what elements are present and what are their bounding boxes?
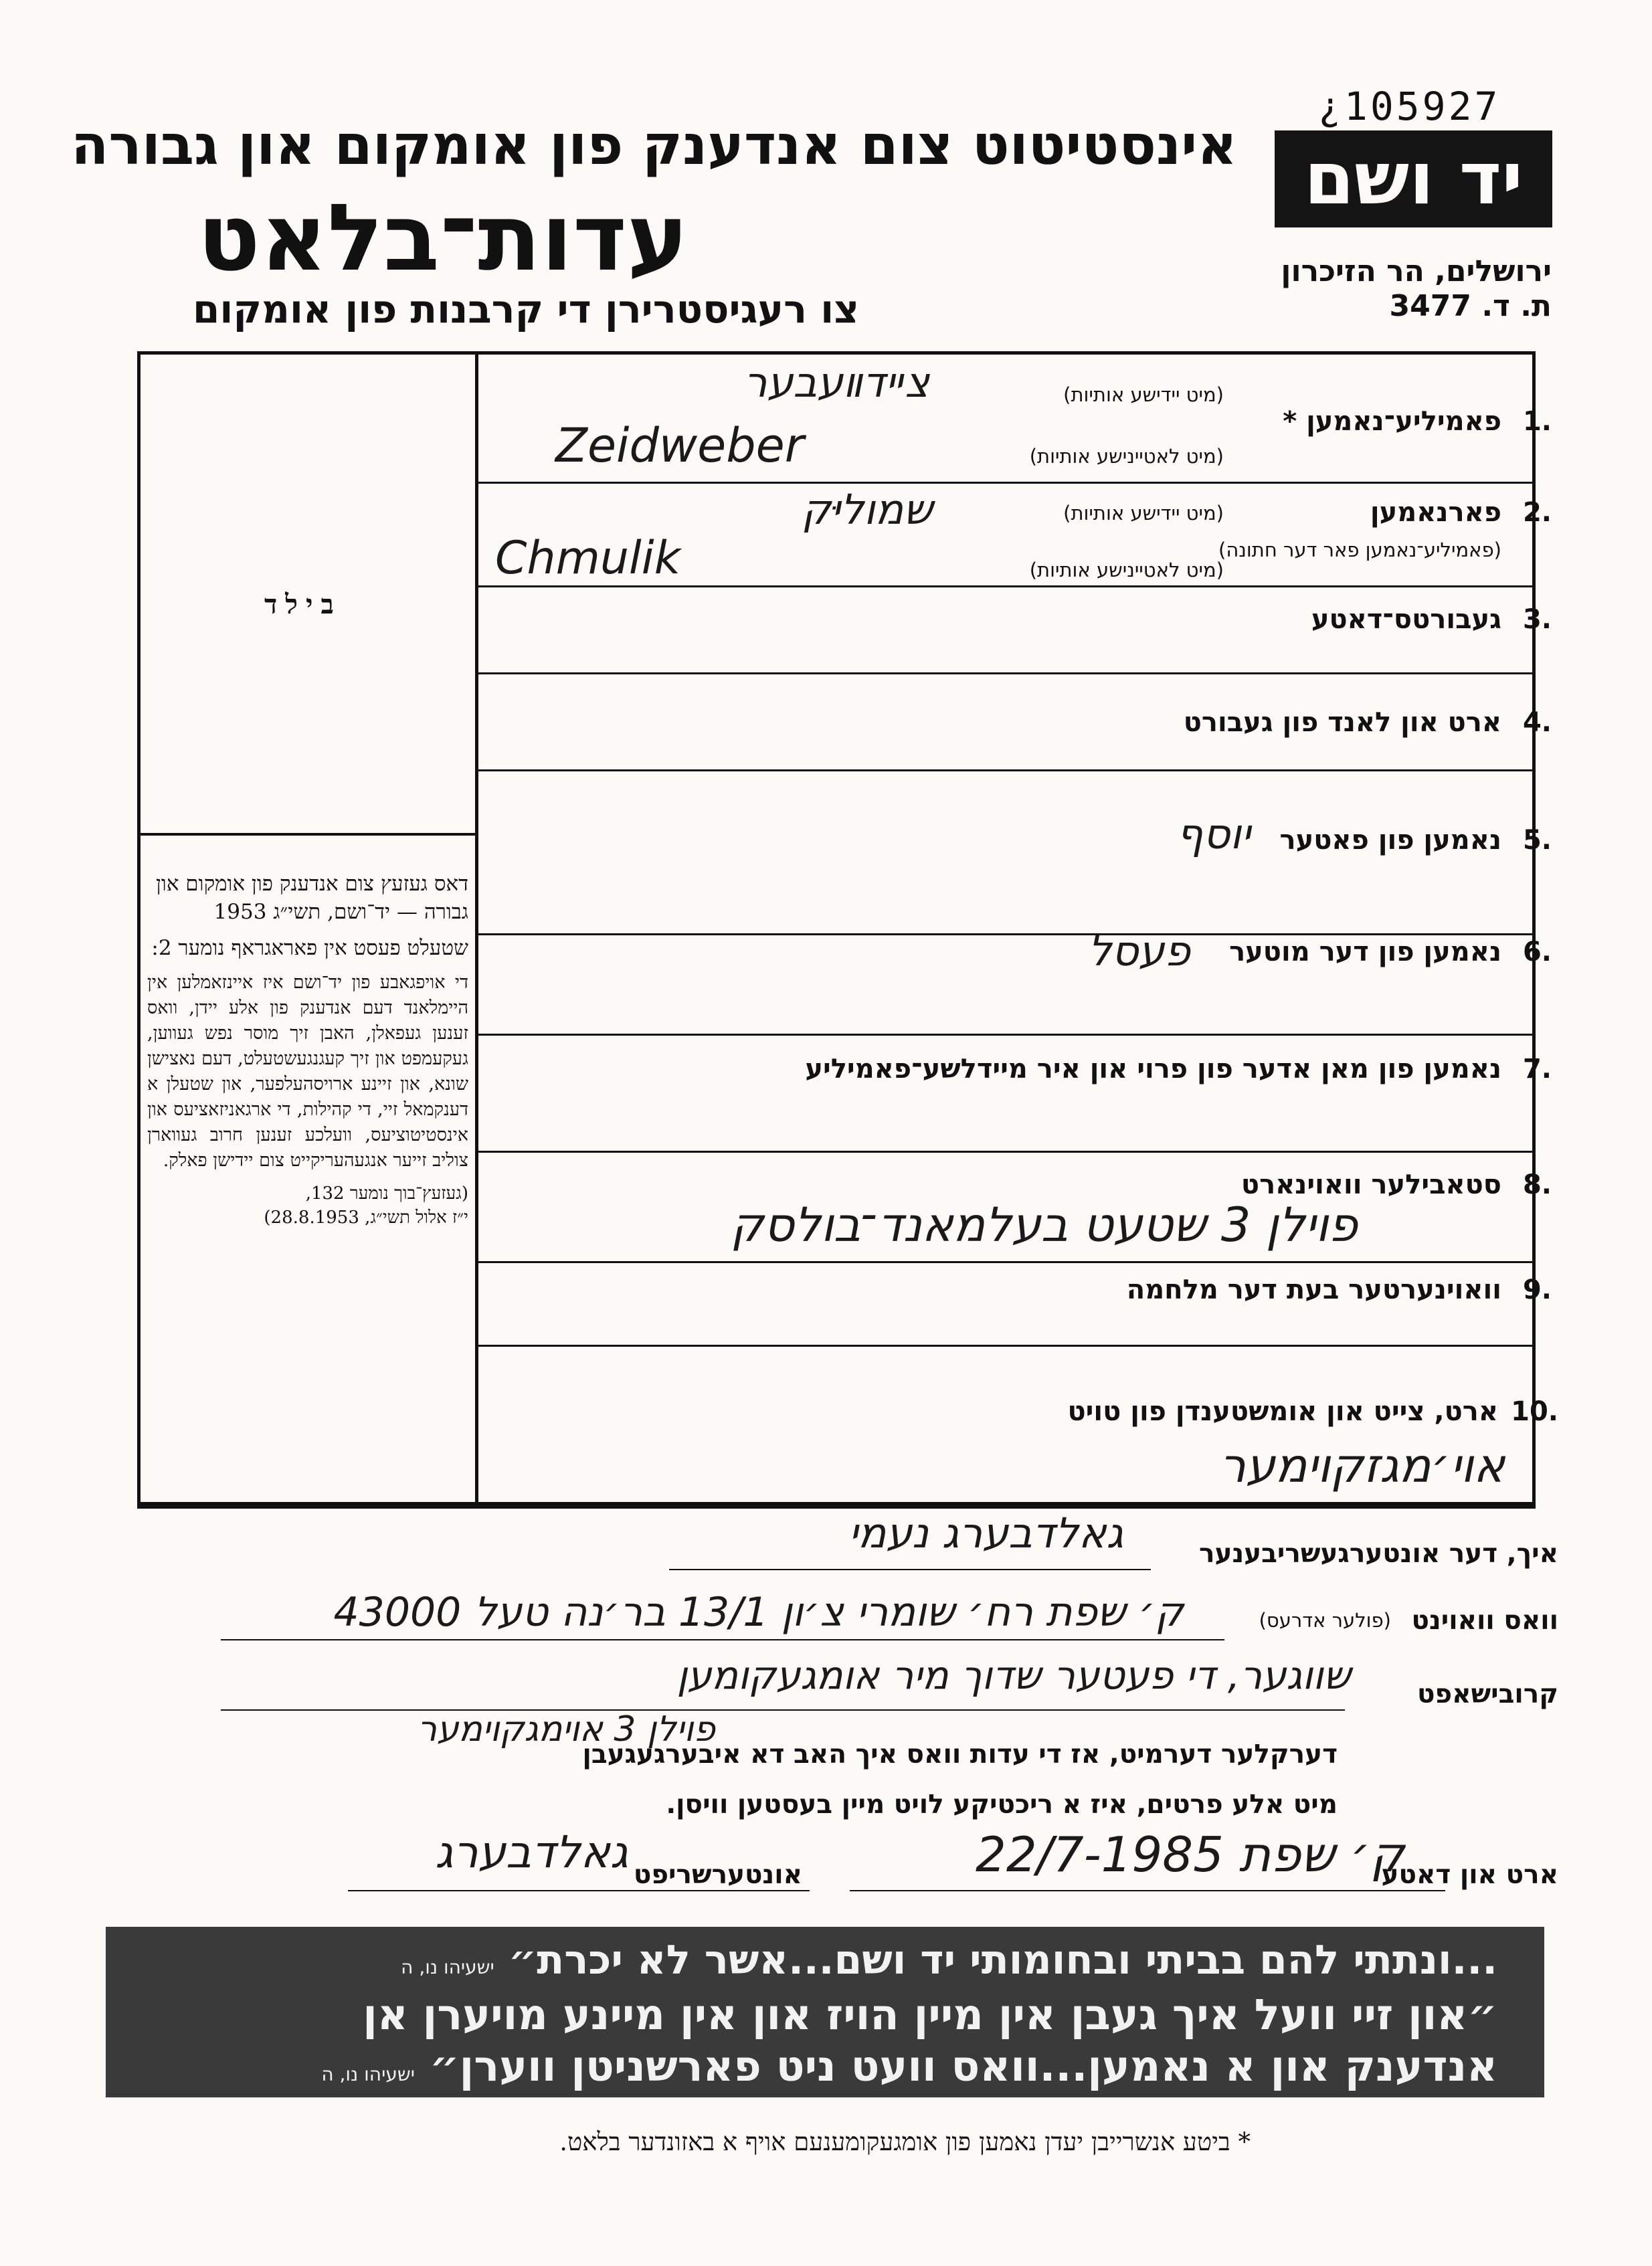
declaration-divider xyxy=(137,1502,1532,1505)
field-1-hint-yiddish: (מיט יידישע אותיות) xyxy=(1063,383,1224,406)
law-notice xyxy=(147,870,468,1230)
field-1-value-latin[interactable]: Zeidweber xyxy=(555,418,804,473)
row-divider xyxy=(478,585,1532,587)
signer-value[interactable]: גאלדבערג נעמי xyxy=(848,1509,1123,1557)
address-po-box: ת. ד. 3477 xyxy=(1389,289,1552,323)
row-divider xyxy=(478,672,1532,674)
signer-underline xyxy=(669,1569,1151,1570)
field-2-maiden-name-note: (פאמיליע־נאמען פאר דער חתונה) xyxy=(1218,539,1501,561)
banner-line-1 xyxy=(401,1937,1497,1984)
field-1-value-yiddish[interactable]: צײדװעבער xyxy=(743,358,929,407)
row-divider xyxy=(478,769,1532,771)
address-underline xyxy=(221,1639,1224,1640)
photo-box-bottom xyxy=(137,833,478,836)
field-9-label: וואוינערטער בעת דער מלחמה xyxy=(1126,1274,1501,1305)
address-value[interactable]: ק׳ שפת רח׳ שומרי צ׳ון 13/1 בר׳נה טעל 43000 xyxy=(333,1589,1184,1636)
address-city: ירושלים, הר הזיכרון xyxy=(1281,254,1552,288)
verse-banner xyxy=(106,1927,1544,2097)
row-divider xyxy=(478,1151,1532,1153)
field-1-hint-latin: (מיט לאטיינישע אותיות) xyxy=(1029,445,1224,468)
relation-value-2[interactable]: פוילן 3 אוימגקוימער xyxy=(417,1709,715,1750)
address-hint: (פולער אדרעס) xyxy=(1259,1609,1391,1632)
field-9-number: 9. xyxy=(1522,1274,1552,1305)
institute-address xyxy=(1281,254,1552,324)
photo-column-divider xyxy=(475,351,478,1502)
logo-text: יד ושם xyxy=(1303,137,1524,221)
field-5-value[interactable]: יוסף xyxy=(1176,810,1251,858)
banner-line-1-ref: ישעיהו נו, ה xyxy=(401,1956,494,1978)
field-4-number: 4. xyxy=(1522,707,1552,738)
signature-value[interactable]: גאלדבערג xyxy=(435,1826,628,1878)
footnote: * ביטע אנשרייבן יעדן נאמען פון אומגעקומענעם אויף א באזונדער בלאט. xyxy=(559,2128,1251,2156)
notice-reference-2: י״ז אלול תשי״ג, 28.8.1953) xyxy=(264,1208,468,1228)
row-divider xyxy=(478,1345,1532,1347)
field-2-value-latin[interactable]: Chmulik xyxy=(495,532,681,585)
field-4-label: ארט און לאנד פון געבורט xyxy=(1183,707,1501,738)
notice-subheading: שטעלט פעסט אין פאראגראף נומער 2: xyxy=(151,936,468,960)
record-number: ¿105927 xyxy=(1318,84,1501,129)
field-7-number: 7. xyxy=(1522,1054,1552,1084)
relation-value[interactable]: שווגער, די פעטער שדוך מיר אומגעקומען xyxy=(676,1653,1351,1698)
field-2-number: 2. xyxy=(1522,497,1552,528)
statement-line-1: דערקלער דערמיט, אז די עדות וואס איך האב דא איבערגעגעבן xyxy=(582,1739,1338,1770)
row-divider xyxy=(478,933,1532,935)
field-5-number: 5. xyxy=(1522,825,1552,856)
field-1-number: 1. xyxy=(1522,406,1552,437)
yad-vashem-logo xyxy=(1275,130,1552,227)
notice-reference-1: (געזעץ־בוך נומער 132, xyxy=(305,1184,468,1204)
page-subtitle: צו רעגיסטרירן די קרבנות פון אומקום xyxy=(193,286,859,332)
relation-label: קרובישאפט xyxy=(1417,1679,1558,1709)
banner-line-3-ref: ישעיהו נו, ה xyxy=(321,2063,415,2085)
field-2-hint-latin: (מיט לאטיינישע אותיות) xyxy=(1029,559,1224,581)
signer-label: איך, דער אונטערגעשריבענער xyxy=(1199,1539,1558,1569)
notice-body: די אויפגאבע פון יד־ושם איז איינזאמלען אין היימלאנד דעם אנדענק פון אלע יידן, וואס זענען געפאלן, האבן זיך מוסר נפש געווען, געקעמפט און זיך קעגנגעשטעלט, דעם נאצישן שונא, און זיינע ארויסהעלפער, און שטעלן א דענקמאל זיי, די קהילות, די ארגאניזאציעס און אינסטיטוציעס, וועלכע זענען חרוב געווארן צוליב זייער אנגעהעריקייט צום יידישן פאלק. xyxy=(147,972,468,1171)
banner-line-2: ״און זיי וועל איך געבן אין מיין הויז און אין מיינע מויערן אן xyxy=(363,1990,1497,2039)
banner-line-1-text: ...ונתתי להם בביתי ובחומותי יד ושם...אשר לא יכרת״ xyxy=(508,1937,1497,1984)
institute-title: אינסטיטוט צום אנדענק פון אומקום און גבורה xyxy=(71,114,1237,177)
banner-line-3 xyxy=(321,2042,1497,2091)
notice-heading: דאס געזעץ צום אנדענק פון אומקום און גבורה — יד־ושם, תשי״ג 1953 xyxy=(156,872,468,924)
field-6-value[interactable]: פעסל xyxy=(1087,927,1190,975)
field-5-label: נאמען פון פאטער xyxy=(1279,825,1501,856)
page-title: עדות־בלאט xyxy=(197,184,689,292)
banner-line-3-text: אנדענק און א נאמען...וואס וועט ניט פארשניטן ווערן״ xyxy=(429,2042,1497,2091)
field-6-label: נאמען פון דער מוטער xyxy=(1229,937,1501,967)
address-label: וואס וואוינט xyxy=(1411,1606,1558,1636)
date-value[interactable]: ק׳ שפת 22/7-1985 xyxy=(976,1826,1404,1883)
field-8-value[interactable]: פוילן 3 שטעט בעלמאנד־בולסק xyxy=(730,1198,1358,1252)
field-2-hint-yiddish: (מיט יידישע אותיות) xyxy=(1063,502,1224,525)
signature-label: אונטערשריפט xyxy=(633,1860,802,1890)
row-divider xyxy=(478,1034,1532,1036)
field-8-label: סטאבילער וואוינארט xyxy=(1241,1169,1501,1200)
field-2-label: פארנאמען xyxy=(1370,497,1501,528)
field-3-label: געבורטס־דאטע xyxy=(1311,604,1501,635)
field-3-number: 3. xyxy=(1522,604,1552,635)
photo-box-label: בילד xyxy=(264,589,342,620)
date-label: ארט און דאטע xyxy=(1381,1860,1558,1890)
statement-line-2: מיט אלע פרטים, איז א ריכטיקע לויט מיין בעסטען וויסן. xyxy=(666,1790,1338,1820)
field-10-number: 10. xyxy=(1511,1396,1558,1427)
row-divider xyxy=(478,1261,1532,1263)
field-7-label: נאמען פון מאן אדער פון פרוי און איר מיידלשע־פאמיליע xyxy=(805,1054,1501,1084)
field-2-value-yiddish[interactable]: שמוליּק xyxy=(801,485,933,534)
field-8-number: 8. xyxy=(1522,1169,1552,1200)
date-underline xyxy=(850,1890,1445,1891)
relation-underline xyxy=(221,1709,1345,1711)
signature-underline xyxy=(348,1890,810,1891)
field-10-value[interactable]: אוי׳מגזקוימער xyxy=(1219,1438,1505,1493)
field-10-label: ארט, צייט און אומשטענדן פון טויט xyxy=(1067,1396,1498,1427)
row-divider xyxy=(478,482,1532,484)
field-6-number: 6. xyxy=(1522,937,1552,967)
field-1-label: פאמיליע־נאמען * xyxy=(1283,406,1501,437)
